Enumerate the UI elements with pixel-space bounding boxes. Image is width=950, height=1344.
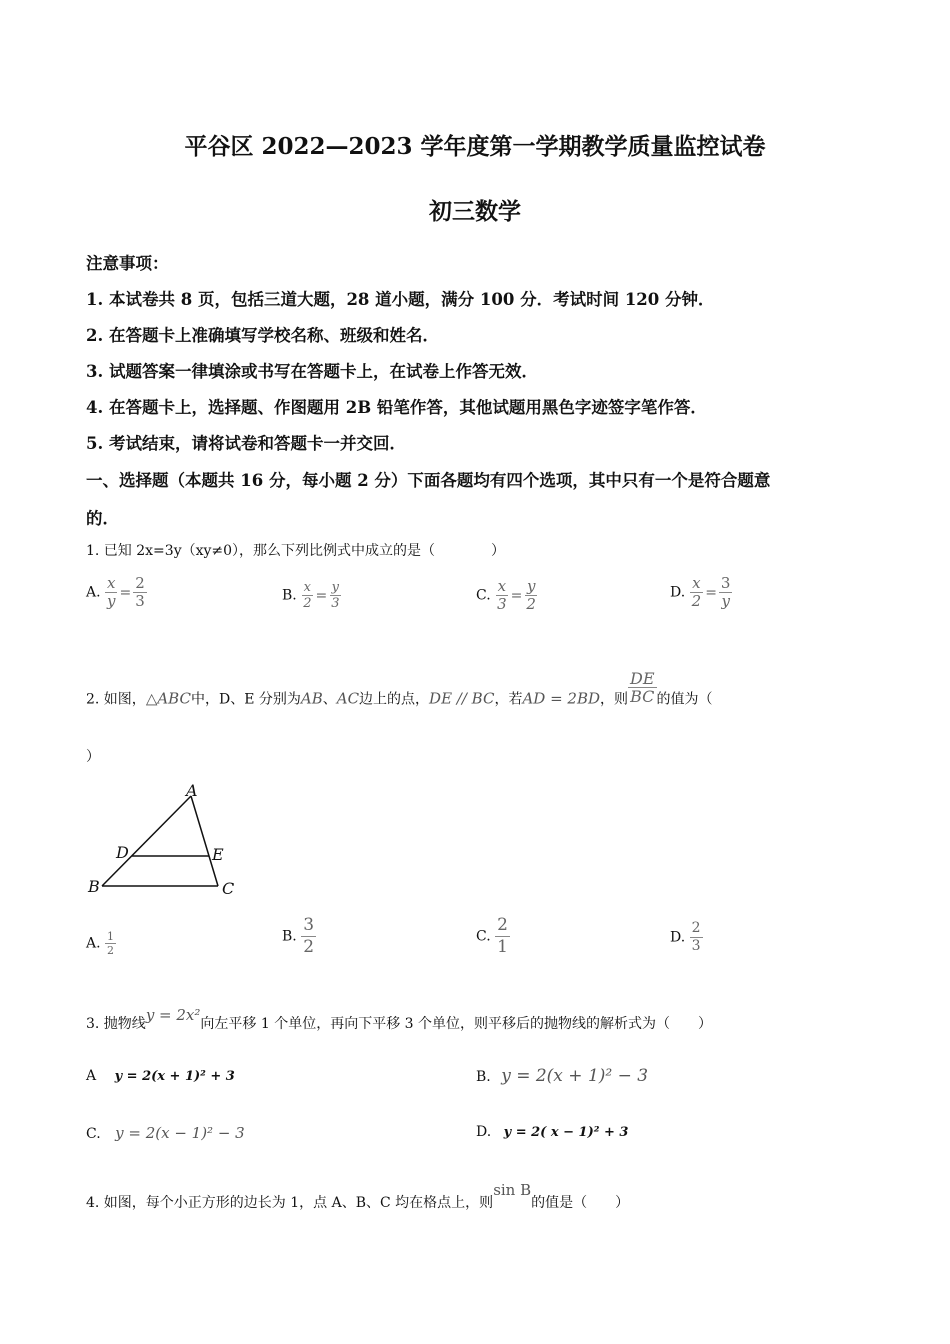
note-item-1: 1. 本试卷共 8 页，包括三道大题，28 道小题，满分 100 分．考试时间 120 分钟． — [86, 290, 715, 309]
fraction: $\frac{x}{2}$ — [691, 574, 702, 610]
vertex-label-a: A — [186, 781, 198, 800]
q1-option-a[interactable]: A. $\frac{x}{y}$ = $\frac{2}{3}$ — [86, 574, 145, 610]
note-item-5: 5. 考试结束，请将试卷和答题卡一并交回． — [86, 434, 406, 453]
q2-option-d[interactable]: D. $\frac{2}{3}$ — [670, 920, 701, 954]
q2-option-b[interactable]: B. $\frac{3}{2}$ — [282, 915, 315, 957]
note-item-2: 2. 在答题卡上准确填写学校名称、班级和姓名． — [86, 326, 439, 345]
fraction: $\frac{x}{2}$ — [303, 580, 312, 611]
question-2-stem: 2. 如图，△ABC中，D、E 分别为AB、AC边上的点，DE // BC，若AD = 2BD，则 $\frac{DE}{BC}$ 的值为（ — [86, 669, 713, 708]
question-4-stem: 4. 如图，每个小正方形的边长为 1，点 A、B、C 均在格点上，则sin B的值是（ ） — [86, 1181, 630, 1211]
point-label-e: E — [212, 845, 224, 864]
fraction: $\frac{2}{3}$ — [691, 920, 701, 954]
point-label-d: D — [116, 843, 129, 862]
triangle-figure — [82, 780, 242, 900]
fraction: $\frac{y}{3}$ — [331, 580, 340, 611]
fraction: $\frac{1}{2}$ — [107, 930, 115, 957]
q3-option-a[interactable]: A y = 2(x + 1)² + 3 — [86, 1068, 235, 1084]
q2-option-c[interactable]: C. $\frac{2}{1}$ — [476, 915, 508, 957]
vertex-label-b: B — [88, 877, 100, 896]
note-item-3: 3. 试题答案一律填涂或书写在答题卡上，在试卷上作答无效． — [86, 362, 538, 381]
fraction: $\frac{x}{y}$ — [107, 574, 116, 610]
notes-heading: 注意事项： — [86, 254, 169, 273]
note-item-4: 4. 在答题卡上，选择题、作图题用 2B 铅笔作答，其他试题用黑色字迹签字笔作答． — [86, 398, 707, 417]
question-2-close: ） — [86, 749, 100, 765]
q1-option-c[interactable]: C. $\frac{x}{3}$ = $\frac{y}{2}$ — [476, 577, 536, 613]
fraction: $\frac{2}{3}$ — [135, 574, 145, 610]
vertex-label-c: C — [222, 879, 235, 898]
q3-option-b[interactable]: B. y = 2(x + 1)² − 3 — [476, 1066, 649, 1086]
q1-option-b[interactable]: B. $\frac{x}{2}$ = $\frac{y}{3}$ — [282, 580, 340, 611]
option-label: B. — [282, 587, 297, 604]
q2-option-a[interactable]: A. $\frac{1}{2}$ — [86, 930, 115, 957]
option-label: D. — [670, 584, 686, 601]
question-3-stem: 3. 抛物线y = 2x²向左平移 1 个单位，再向下平移 3 个单位，则平移后的抛物线的解析式为（ ） — [86, 1006, 713, 1032]
page-subtitle: 初三数学 — [429, 198, 521, 225]
section-heading-cont: 的． — [86, 509, 119, 528]
page-title: 平谷区 2022—2023 学年度第一学期教学质量监控试卷 — [184, 133, 766, 160]
fraction: $\frac{3}{2}$ — [303, 915, 315, 957]
fraction: $\frac{y}{2}$ — [526, 577, 536, 613]
option-label: A. — [86, 584, 101, 601]
section-heading: 一、选择题（本题共 16 分，每小题 2 分）下面各题均有四个选项，其中只有一个是符合题意 — [86, 471, 771, 490]
q3-option-d[interactable]: D. y = 2( x − 1)² + 3 — [476, 1124, 629, 1140]
question-1-stem: 1. 已知 2x=3y（xy≠0），那么下列比例式中成立的是（ ） — [86, 543, 506, 559]
option-label: C. — [476, 587, 491, 604]
q3-option-c[interactable]: C. y = 2(x − 1)² − 3 — [86, 1124, 245, 1142]
fraction: $\frac{3}{y}$ — [720, 574, 731, 610]
q1-option-d[interactable]: D. $\frac{x}{2}$ = $\frac{3}{y}$ — [670, 574, 731, 610]
fraction: $\frac{2}{1}$ — [497, 915, 508, 957]
fraction: $\frac{x}{3}$ — [497, 577, 507, 613]
fraction: $\frac{DE}{BC}$ — [630, 669, 655, 706]
